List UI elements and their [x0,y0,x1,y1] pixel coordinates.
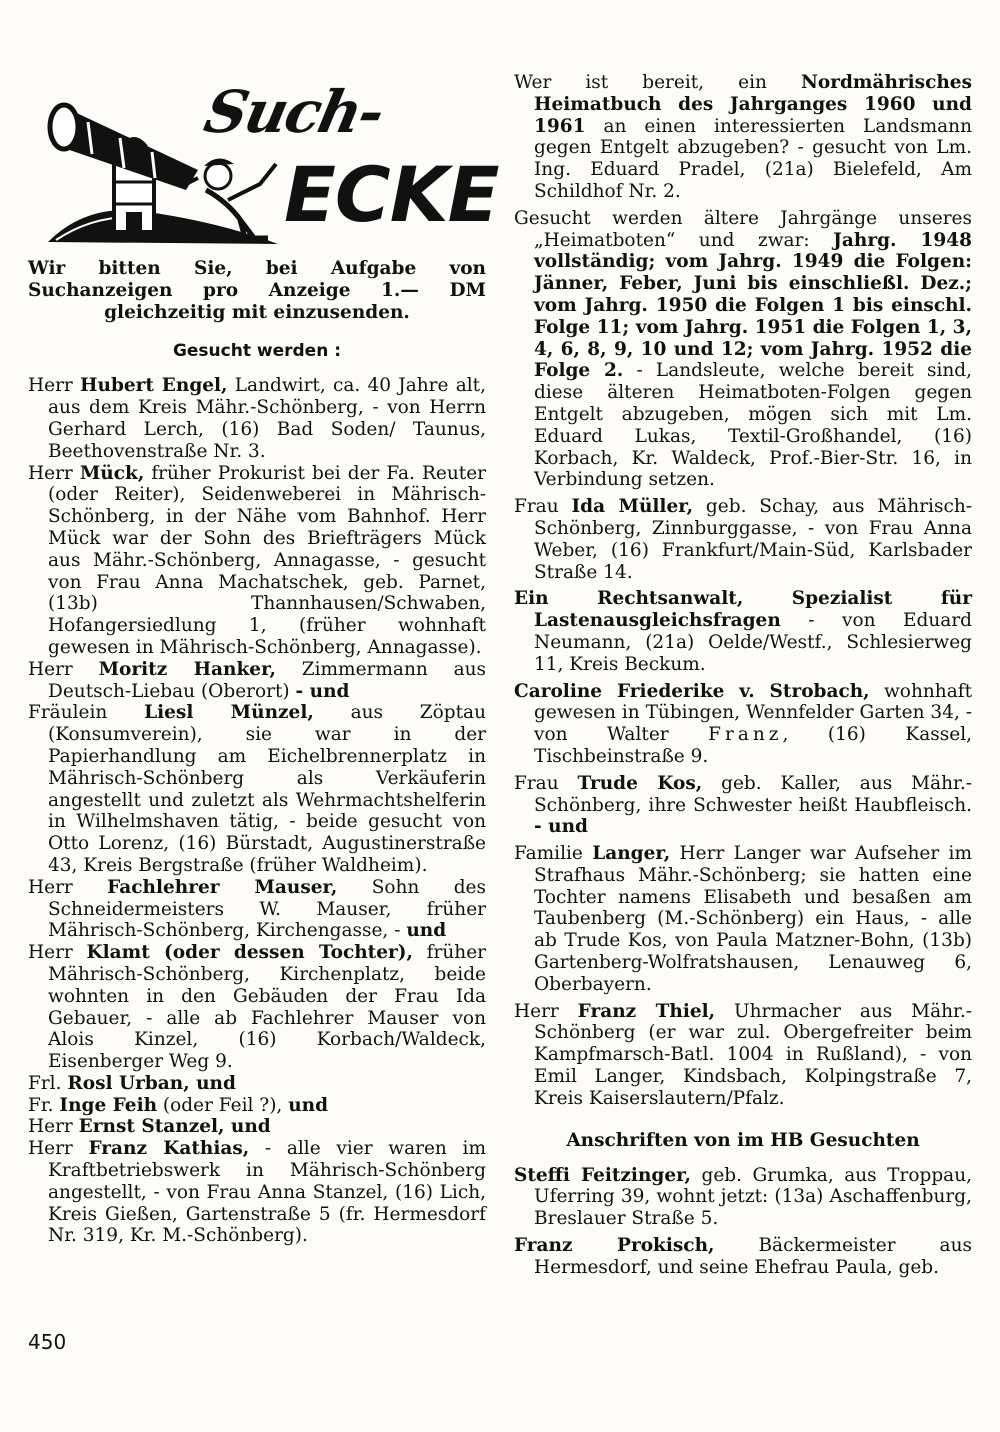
entry-mueck: Herr Mück, früher Prokurist bei der Fa. Reuter (oder Reiter), Seidenweberei in Mährisch-Schönberg, in der Nähe vom Bahnhof. Herr Mück war der Sohn des Briefträgers Mück aus Mähr.-Schönberg, Annagasse, - gesucht von Frau Anna Machatschek, geb. Parnet, (13b) Thannhausen/Schwaben, Hofangersiedlung 1, (früher wohnhaft gewesen in Mährisch-Schönberg, Annagasse). [28,462,486,658]
entry-rechtsanwalt: Ein Rechtsanwalt, Spezialist für Lastenausgleichsfragen - von Eduard Neumann, (21a) Oelde/Westf., Schlesierweg 11, Kreis Beckum. [514,588,972,675]
address-franz-prokisch: Franz Prokisch, Bäckermeister aus Hermesdorf, und seine Ehefrau Paula, geb. [514,1235,972,1278]
logo-word-such: Such- [198,78,389,146]
entry-inge-feih: Fr. Inge Feih (oder Feil ?), und [28,1094,329,1116]
entry-franz-thiel: Herr Franz Thiel, Uhrmacher aus Mähr.-Schönberg (er war zul. Obergefreiter beim Kampfmarsch-Batl. 1004 in Rußland), - von Emil Langer, Kindsbach, Kolpingstraße 7, Kreis Kaiserslautern/Pfalz. [514,1000,972,1109]
entry-hubert-engel: Herr Hubert Engel, Landwirt, ca. 40 Jahre alt, aus dem Kreis Mähr.-Schönberg, - von Herrn Gerhard Lerch, (16) Bad Soden/ Taunus, Beethovenstraße Nr. 3. [28,375,486,462]
section-heading-gesucht: Gesucht werden : [172,341,342,362]
entry-rosl-urban: Frl. Rosl Urban, und [28,1072,236,1094]
section-heading-anschriften: Anschriften von im HB Gesuchten [566,1129,920,1151]
entry-ernst-stanzel: Herr Ernst Stanzel, und [28,1116,271,1138]
entry-ida-mueller: Frau Ida Müller, geb. Schay, aus Mährisch-Schönberg, Zinnburggasse, - von Frau Anna Weber, (16) Frankfurt/Main-Süd, Karlsbader Straße 14. [514,496,972,583]
entry-heimatboten: Gesucht werden ältere Jahrgänge unseres „Heimatboten“ und zwar: Jahrg. 1948 vollständig; vom Jahrg. 1949 die Folgen: Jänner, Feber, Juni bis einschließl. Dez.; vom Jahrg. 1950 die Folgen 1 bis einschl. Folge 11; vom Jahrg. 1951 die Folgen 1, 3, 4, 6, 8, 9, 10 und 12; vom Jahrg. 1952 die Folge 2. - Landsleute, welche bereit sind, diese älteren Heimatboten-Folgen gegen Entgelt abzugeben, mögen sich mit Lm. Eduard Lukas, Textil-Großhandel, (16) Korbach, Kr. Waldeck, Prof.-Bier-Str. 16, in Verbindung setzen. [514,207,973,491]
submission-notice: Wir bitten Sie, bei Aufgabe von Suchanzeigen pro Anzeige 1.— DM gleichzeitig mit einzusenden. [28,258,486,323]
entry-heimatbuch: Wer ist bereit, ein Nordmährisches Heimatbuch des Jahrganges 1960 und 1961 an einen interessierten Landsmann gegen Entgelt abzugeben? - gesucht von Lm. Ing. Eduard Pradel, (21a) Bielefeld, Am Schildhof Nr. 2. [514,72,972,202]
entry-moritz-hanker: Herr Moritz Hanker, Zimmermann aus Deutsch-Liebau (Oberort) - und [28,658,487,702]
entry-caroline-strobach: Caroline Friederike v. Strobach, wohnhaft gewesen in Tübingen, Wennfelder Garten 34, - von Walter Franz, (16) Kassel, Tischbeinstraße 9. [514,680,972,767]
page-number: 450 [28,1330,67,1354]
entry-fachlehrer-mauser: Herr Fachlehrer Mauser, Sohn des Schneidermeisters W. Mauser, früher Mährisch-Schönberg, Kirchengasse, - und [28,876,486,942]
entry-liesl-muenzel: Fräulein Liesl Münzel, aus Zöptau (Konsumverein), sie war in der Papierhandlung am Eichelbrennerplatz in Mährisch-Schönberg als Verkäuferin angestellt und zuletzt als Wehrmachtshelferin in Wilhelmshaven tätig, - beide gesucht von Otto Lorenz, (16) Bürstadt, Augustinerstraße 43, Kreis Bergstraße (früher Waldheim). [28,702,486,876]
entry-trude-kos: Frau Trude Kos, geb. Kaller, aus Mähr.-Schönberg, ihre Schwester heißt Haubfleisch. - und [514,772,972,838]
logo-word-ecke: ECKE [284,150,499,239]
address-steffi-feitzinger: Steffi Feitzinger, geb. Grumka, aus Troppau, Uferring 39, wohnt jetzt: (13a) Aschaffenburg, Breslauer Straße 5. [514,1164,972,1230]
entry-franz-kathias: Herr Franz Kathias, - alle vier waren im Kraftbetriebswerk in Mährisch-Schönberg angestellt, - von Frau Anna Stanzel, (16) Lich, Kreis Gießen, Gartenstraße 5 (fr. Hermesdorf Nr. 319, Kr. M.-Schönberg). [28,1138,486,1247]
entry-klamt: Herr Klamt (oder dessen Tochter), früher Mährisch-Schönberg, Kirchenplatz, beide wohnten in den Gebäuden der Frau Ida Gebauer, - alle ab Fachlehrer Mauser von Alois Kinzel, (16) Korbach/Waldeck, Eisenberger Weg 9. [28,942,486,1073]
entry-familie-langer: Familie Langer, Herr Langer war Aufseher im Strafhaus Mähr.-Schönberg; sie hatten eine Tochter namens Elisabeth und besaßen am Taubenberg (M.-Schönberg) ein Haus, - alle ab Trude Kos, von Paula Matzner-Bohn, (13b) Gartenberg-Wolfratshausen, Lenauweg 6, Oberbayern. [514,843,972,995]
such-ecke-logo [28,72,499,250]
left-column [28,72,499,1247]
right-column [514,72,972,1279]
